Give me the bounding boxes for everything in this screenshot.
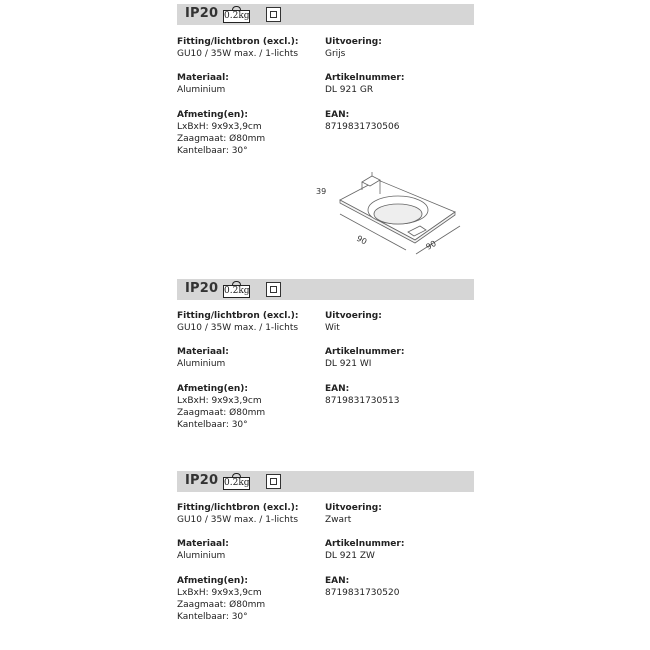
width-dimension: 90	[355, 233, 369, 247]
weight-value: 0.2kg	[224, 11, 250, 21]
uitvoering-field: Uitvoering: Zwart	[325, 503, 382, 525]
artikelnummer-field: Artikelnummer: DL 921 WI	[325, 347, 405, 369]
height-dimension: 39	[316, 187, 327, 196]
ip-rating: IP20	[185, 6, 219, 21]
fitting-field: Fitting/lichtbron (excl.): GU10 / 35W max. / 1-lichts	[177, 37, 299, 59]
weight-value: 0.2kg	[224, 478, 250, 488]
product-header-bar	[177, 4, 474, 25]
weight-icon	[223, 473, 250, 488]
protection-class-icon	[266, 7, 281, 22]
weight-value: 0.2kg	[224, 286, 250, 296]
materiaal-field: Materiaal: Aluminium	[177, 539, 229, 561]
afmeting-field: Afmeting(en): LxBxH: 9x9x3,9cm Zaagmaat: Ø80mm Kantelbaar: 30°	[177, 576, 266, 622]
weight-icon	[223, 6, 250, 21]
protection-class-icon	[266, 474, 281, 489]
afmeting-field: Afmeting(en): LxBxH: 9x9x3,9cm Zaagmaat: Ø80mm Kantelbaar: 30°	[177, 110, 266, 156]
artikelnummer-field: Artikelnummer: DL 921 GR	[325, 73, 405, 95]
weight-icon	[223, 281, 250, 296]
depth-dimension: 90	[424, 238, 438, 252]
ip-rating: IP20	[185, 281, 219, 296]
afmeting-field: Afmeting(en): LxBxH: 9x9x3,9cm Zaagmaat: Ø80mm Kantelbaar: 30°	[177, 384, 266, 430]
materiaal-field: Materiaal: Aluminium	[177, 73, 229, 95]
product-header-bar	[177, 279, 474, 300]
ean-field: EAN: 8719831730520	[325, 576, 400, 598]
materiaal-field: Materiaal: Aluminium	[177, 347, 229, 369]
ean-field: EAN: 8719831730506	[325, 110, 400, 132]
dimension-drawing	[310, 170, 470, 260]
ip-rating: IP20	[185, 473, 219, 488]
uitvoering-field: Uitvoering: Grijs	[325, 37, 382, 59]
product-header-bar	[177, 471, 474, 492]
artikelnummer-field: Artikelnummer: DL 921 ZW	[325, 539, 405, 561]
ean-field: EAN: 8719831730513	[325, 384, 400, 406]
protection-class-icon	[266, 282, 281, 297]
uitvoering-field: Uitvoering: Wit	[325, 311, 382, 333]
fitting-field: Fitting/lichtbron (excl.): GU10 / 35W max. / 1-lichts	[177, 503, 299, 525]
fitting-field: Fitting/lichtbron (excl.): GU10 / 35W max. / 1-lichts	[177, 311, 299, 333]
